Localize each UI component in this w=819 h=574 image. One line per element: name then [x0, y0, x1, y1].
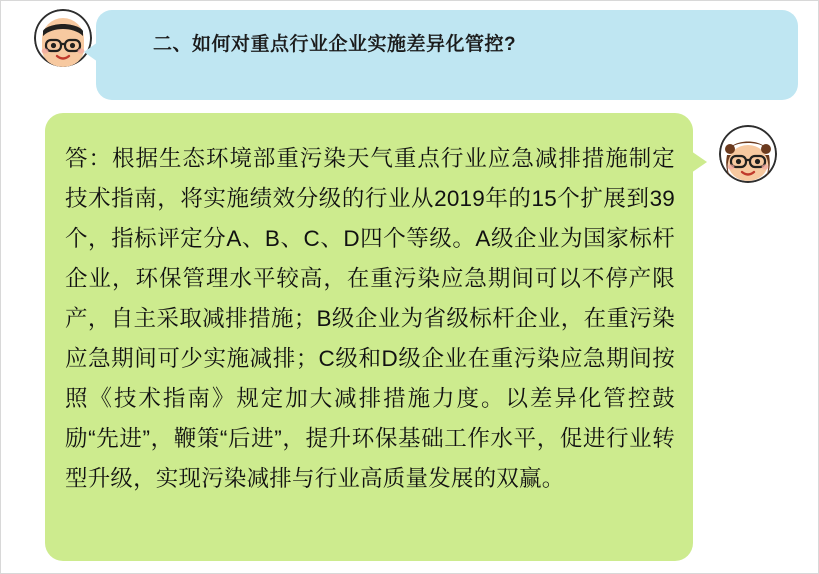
answer-bubble — [45, 113, 693, 561]
question-text: 二、如何对重点行业企业实施差异化管控? — [153, 34, 517, 55]
answer-bubble-tail — [691, 151, 707, 173]
answer-text: 答：根据生态环境部重污染天气重点行业应急减排措施制定技术指南，将实施绩效分级的行业从2019年的15个扩展到39个，指标评定分A、B、C、D四个等级。A级企业为国家标杆企业，环保管理水平较高，在重污染应急期间可以不停产限产，自主采取减排措施；B级企业为省级标杆企业，在重污染应急期间可少实施减排；C级和D级企业在重污染应急期间按照《技术指南》规定加大减排措施力度。以差异化管控鼓励“先进”，鞭策“后进”，提升环保基础工作水平，促进行业转型升级，实现污染减排与行业高质量发展的双赢。 — [65, 146, 675, 491]
question-bubble — [96, 10, 798, 100]
question-bubble-tail — [84, 42, 98, 62]
question-row — [1, 1, 819, 109]
girl-avatar-icon — [719, 125, 777, 183]
